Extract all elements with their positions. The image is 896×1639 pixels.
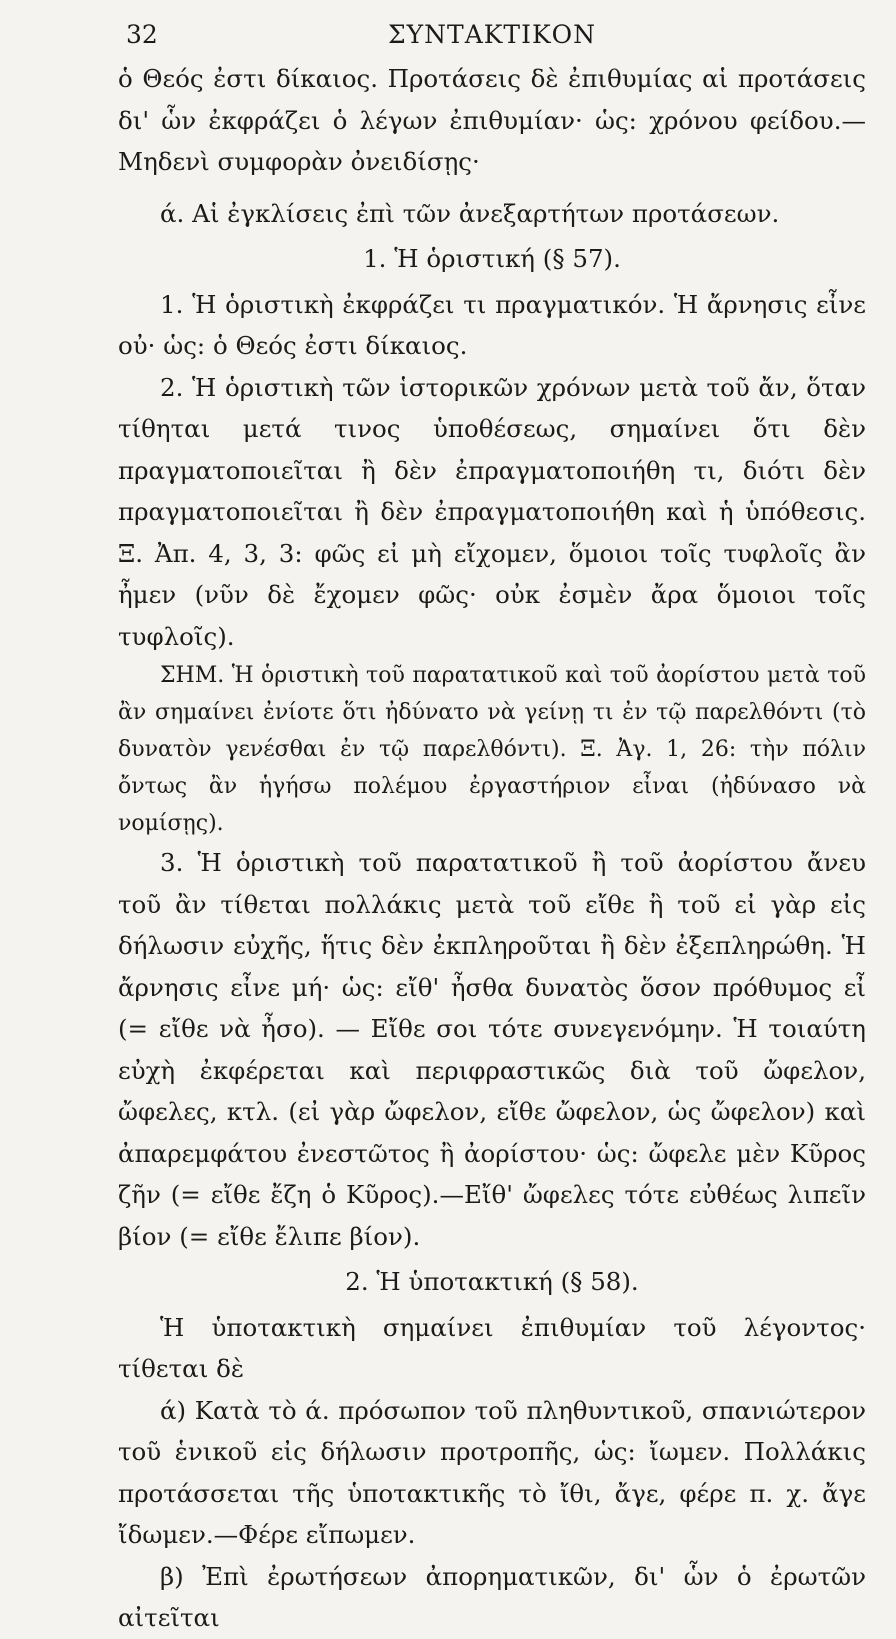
subheading-subjunctive: 2. Ἡ ὑποτακτική (§ 58). [345,1267,639,1296]
page-body [118,58,866,1639]
paragraph-b: β) Ἐπὶ ἐρωτήσεων ἀπορηματικῶν, δι' ὧν ὁ ἐρωτῶν αἰτεῖται [118,1561,866,1632]
page-number: 32 [126,20,158,49]
note-paragraph: ΣΗΜ. Ἡ ὁριστικὴ τοῦ παρατατικοῦ καὶ τοῦ ἀορίστου μετὰ τοῦ ἂν σημαίνει ἐνίοτε ὅτι ἠδύνατο νὰ γείνῃ τι ἐν τῷ παρελθόντι (τὸ δυνατὸν γενέσθαι ἐν τῷ παρελθόντι). Ξ. Ἀγ. 1, 26: τὴν πόλιν ὄντως ἂν ἡγήσω πολέμου ἐργαστήριον εἶναι (ἠδύνασο νὰ νομίσῃς). [118,663,866,836]
paragraph-4: Ἡ ὑποτακτικὴ σημαίνει ἐπιθυμίαν τοῦ λέγοντος· τίθεται δὲ [118,1312,866,1383]
subheading-indicative: 1. Ἡ ὁριστική (§ 57). [363,244,621,273]
paragraph-1: 1. Ἡ ὁριστικὴ ἐκφράζει τι πραγματικόν. Ἡ ἄρνησις εἶνε οὐ· ὡς: ὁ Θεός ἐστι δίκαιος. [118,289,866,360]
paragraph-2: 2. Ἡ ὁριστικὴ τῶν ἱστορικῶν χρόνων μετὰ τοῦ ἄν, ὅταν τίθηται μετά τινος ὑποθέσεως, σημαίνει ὅτι δὲν πραγματοποιεῖται ἢ δὲν ἐπραγματοποιήθη τι, διότι δὲν πραγματοποιεῖται ἢ δὲν ἐπραγματοποιήθη καὶ ἡ ὑπόθεσις. Ξ. Ἀπ. 4, 3, 3: φῶς εἰ μὴ εἴχομεν, ὅμοιοι τοῖς τυφλοῖς ἂν ἦμεν (νῦν δὲ ἔχομεν φῶς· οὐκ ἐσμὲν ἄρα ὅμοιοι τοῖς τυφλοῖς). [118,372,866,651]
section-heading-alpha: ά. Αἱ ἐγκλίσεις ἐπὶ τῶν ἀνεξαρτήτων προτάσεων. [160,198,780,228]
paragraph-a: ά) Κατὰ τὸ ά. πρόσωπον τοῦ πληθυντικοῦ, σπανιώτερον τοῦ ἑνικοῦ εἰς δήλωσιν προτροπῆς, ὡς: ἴωμεν. Πολλάκις προτάσσεται τῆς ὑποτακτικῆς τὸ ἴθι, ἄγε, φέρε π. χ. ἄγε ἴδωμεν.—Φέρε εἴπωμεν. [118,1395,866,1549]
paragraph-3: 3. Ἡ ὁριστικὴ τοῦ παρατατικοῦ ἢ τοῦ ἀορίστου ἄνευ τοῦ ἂν τίθεται πολλάκις μετὰ τοῦ εἴθε ἢ τοῦ εἰ γὰρ εἰς δήλωσιν εὐχῆς, ἥτις δὲν ἐκπληροῦται ἢ δὲν ἐξεπληρώθη. Ἡ ἄρνησις εἶνε μή· ὡς: εἴθ' ἦσθα δυνατὸς ὅσον πρόθυμος εἶ (= εἴθε νὰ ἦσο). — Εἴθε σοι τότε συνεγενόμην. Ἡ τοιαύτη εὐχὴ ἐκφέρεται καὶ περιφραστικῶς διὰ τοῦ ὤφελον, ὤφελες, κτλ. (εἰ γὰρ ὤφελον, εἴθε ὤφελον, ὡς ὤφελον) καὶ ἀπαρεμφάτου ἐνεστῶτος ἢ ἀορίστου· ὡς: ὤφελε μὲν Κῦρος ζῆν (= εἴθε ἔζη ὁ Κῦρος).—Εἴθ' ὤφελες τότε εὐθέως λιπεῖν βίον (= εἴθε ἔλιπε βίον). [118,848,866,1251]
running-title: ΣΥΝΤΑΚΤΙΚΟΝ [387,20,597,49]
page-header [118,18,866,58]
paragraph-intro: ὁ Θεός ἐστι δίκαιος. Προτάσεις δὲ ἐπιθυμίας αἱ προτάσεις δι' ὧν ἐκφράζει ὁ λέγων ἐπιθυμίαν· ὡς: χρόνου φείδου.—Μηδενὶ συμφορὰν ὀνειδίσῃς· [118,64,866,176]
